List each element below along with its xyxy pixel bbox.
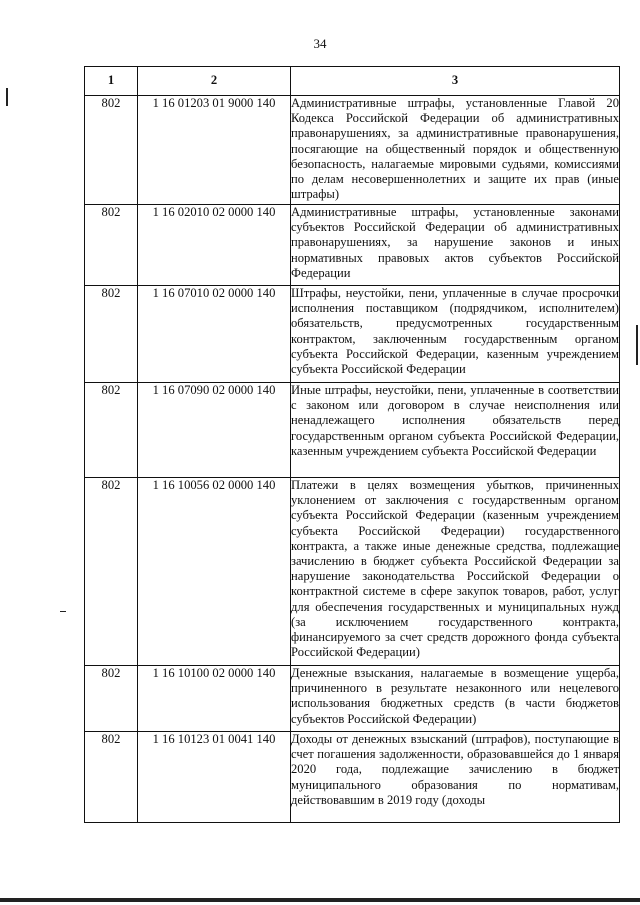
description-cell: Платежи в целях возмещения убытков, причиненных уклонением от заключения с государственным органом субъекта Российской Федерации (казенным учреждением субъекта Российской Федерации) государственного контракта, а также иные денежные средства, подлежащие зачислению в бюджет субъекта Российской Федерации за нарушение законодательства Российской Федерации о контрактной системе в сфере закупок товаров, работ, услуг для обеспечения государственных и муниципальных нужд (за исключением государственного контракта, финансируемого за счет средств дорожного фонда субъекта Российской Федерации): [291, 478, 620, 666]
description-cell: Доходы от денежных взысканий (штрафов), поступающие в счет погашения задолженности, образовавшейся до 1 января 2020 года, подлежащие зачислению в бюджет муниципального образования по нормативам, действовавшим в 2019 году (доходы: [291, 732, 620, 823]
admin-code-cell: 802: [85, 205, 138, 286]
admin-code-cell: 802: [85, 666, 138, 732]
table-row: [85, 96, 620, 205]
scan-artifact-bottom: [0, 898, 640, 902]
description-cell: Денежные взыскания, налагаемые в возмещение ущерба, причиненного в результате незаконного или нецелевого использования бюджетных средств (в части бюджетов субъектов Российской Федерации): [291, 666, 620, 732]
table-header: [85, 67, 620, 96]
revenue-code-cell: 1 16 02010 02 0000 140: [138, 205, 291, 286]
table-row: [85, 732, 620, 823]
table-row: [85, 478, 620, 666]
admin-code-cell: 802: [85, 732, 138, 823]
revenue-code-cell: 1 16 07010 02 0000 140: [138, 286, 291, 383]
revenue-code-cell: 1 16 10100 02 0000 140: [138, 666, 291, 732]
scan-artifact-left: [6, 88, 8, 106]
description-cell: Административные штрафы, установленные Главой 20 Кодекса Российской Федерации об административных правонарушениях, за административные правонарушения, посягающие на общественный порядок и общественную безопасность, налагаемые мировыми судьями, комиссиями по делам несовершеннолетних и защите их прав (иные штрафы): [291, 96, 620, 205]
description-cell: Иные штрафы, неустойки, пени, уплаченные в соответствии с законом или договором в случае неисполнения или ненадлежащего исполнения обязательств перед государственным органом субъекта Российской Федерации, казенным учреждением субъекта Российской Федерации: [291, 383, 620, 478]
revenue-code-cell: 1 16 01203 01 9000 140: [138, 96, 291, 205]
description-cell: Административные штрафы, установленные законами субъектов Российской Федерации об административных правонарушениях, за нарушение законов и иных нормативных правовых актов субъектов Российской Федерации: [291, 205, 620, 286]
admin-code-cell: 802: [85, 96, 138, 205]
header-row: [85, 67, 620, 96]
revenue-code-cell: 1 16 07090 02 0000 140: [138, 383, 291, 478]
header-col-3: 3: [291, 67, 620, 96]
admin-code-cell: 802: [85, 286, 138, 383]
admin-code-cell: 802: [85, 383, 138, 478]
budget-revenue-table: [84, 66, 620, 823]
page-number: 34: [313, 36, 327, 51]
table-row: [85, 286, 620, 383]
table-row: [85, 205, 620, 286]
header-col-1: 1: [85, 67, 138, 96]
table-row: [85, 383, 620, 478]
table-body: [85, 96, 620, 823]
table-row: [85, 666, 620, 732]
revenue-code-cell: 1 16 10056 02 0000 140: [138, 478, 291, 666]
admin-code-cell: 802: [85, 478, 138, 666]
revenue-code-cell: 1 16 10123 01 0041 140: [138, 732, 291, 823]
scan-artifact-left-lower: [60, 611, 66, 612]
header-col-2: 2: [138, 67, 291, 96]
description-cell: Штрафы, неустойки, пени, уплаченные в случае просрочки исполнения поставщиком (подрядчиком, исполнителем) обязательств, предусмотренных государственным контрактом, заключенным государственным органом субъекта Российской Федерации, казенным учреждением субъекта Российской Федерации: [291, 286, 620, 383]
scan-artifact-right: [636, 325, 638, 365]
